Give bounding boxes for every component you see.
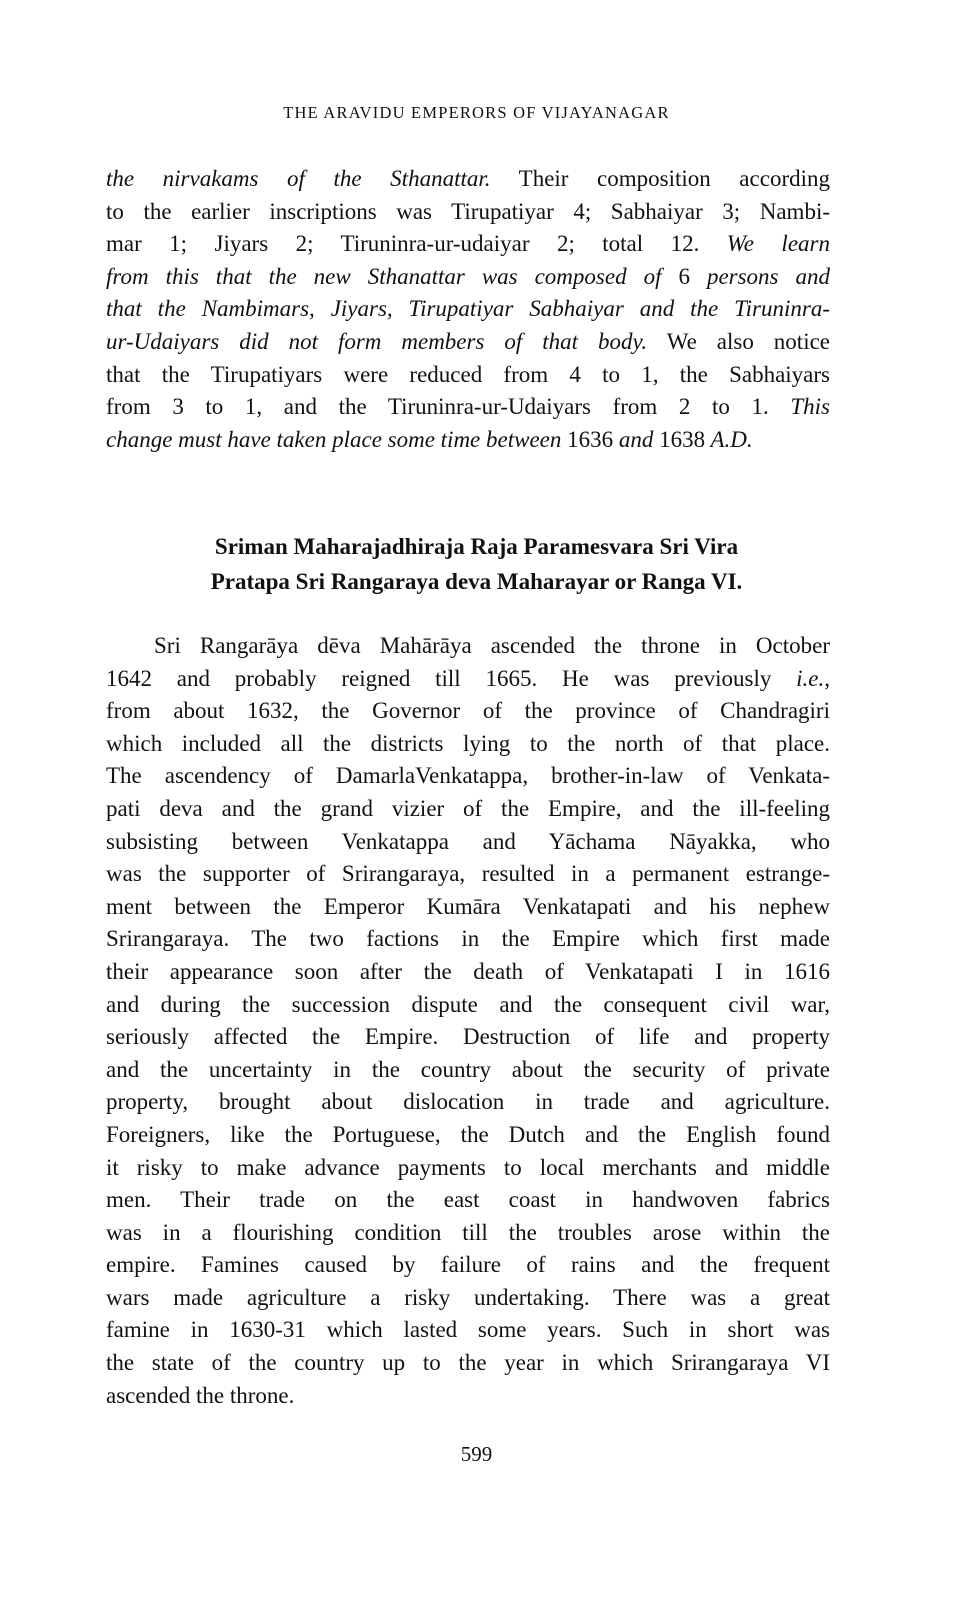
- text-line: it risky to make advance payments to local merchants and middle: [106, 1154, 830, 1180]
- text-segment: This: [790, 394, 830, 420]
- text-line: ment between the Emperor Kumāra Venkatapati and his nephew: [106, 893, 830, 919]
- text-line: from about 1632, the Governor of the province of Chandragiri: [106, 698, 830, 724]
- text-line: was in a flourishing condition till the troubles arose within the: [106, 1219, 830, 1245]
- text-line: The ascendency of DamarlaVenkatappa, brother-in-law of Venkata-: [106, 763, 830, 789]
- text-line: [106, 163, 830, 196]
- text-line: [106, 293, 830, 326]
- text-line: their appearance soon after the death of Venkatapati I in 1616: [106, 958, 830, 984]
- text-line: [106, 196, 830, 229]
- text-line: and during the succession dispute and the consequent civil war,: [106, 991, 830, 1017]
- page-number: 599: [460, 1442, 493, 1466]
- text-line: [106, 424, 830, 457]
- text-segment: from this that the new Sthanattar was composed of: [106, 263, 679, 289]
- running-head: THE ARAVIDU EMPERORS OF VIJAYANAGAR: [283, 103, 670, 122]
- text-line: seriously affected the Empire. Destruction of life and property: [106, 1024, 830, 1050]
- text-line: 1642 and probably reigned till 1665. He was previously i.e.,: [106, 665, 830, 691]
- text-line: which included all the districts lying to the north of that place.: [106, 730, 830, 756]
- text-segment: from 3 to 1, and the Tiruninra-ur-Udaiyars from 2 to 1.: [106, 394, 791, 420]
- paragraph-2: [106, 630, 830, 1412]
- text-line: Srirangaraya. The two factions in the Empire which first made: [106, 926, 830, 952]
- text-segment: ur-Udaiyars did not form members of that body.: [106, 328, 648, 354]
- text-line: empire. Famines caused by failure of rains and the frequent: [106, 1252, 830, 1278]
- text-segment: the nirvakams of the Sthanattar.: [106, 166, 491, 191]
- text-segment: that the Nambimars, Jiyars, Tirupatiyar Sabhaiyar and the Tiruninra-: [106, 296, 830, 322]
- text-line: [106, 261, 830, 294]
- text-line: pati deva and the grand vizier of the Empire, and the ill-feeling: [106, 795, 830, 821]
- text-segment: We learn: [726, 231, 830, 257]
- text-line: the state of the country up to the year in which Srirangaraya VI: [106, 1350, 830, 1376]
- text-line: [106, 228, 830, 261]
- section-heading: [0, 529, 953, 599]
- text-line: property, brought about dislocation in trade and agriculture.: [106, 1089, 830, 1115]
- text-line: subsisting between Venkatappa and Yāchama Nāyakka, who: [106, 828, 830, 854]
- text-segment: persons and: [689, 263, 830, 289]
- text-segment: We also notice: [647, 328, 831, 354]
- text-line: [106, 359, 830, 392]
- text-segment: A.D.: [705, 426, 753, 452]
- paragraph-1: [106, 163, 830, 456]
- text-segment: and: [613, 426, 660, 452]
- text-line: men. Their trade on the east coast in handwoven fabrics: [106, 1187, 830, 1213]
- text-segment: that the Tirupatiyars were reduced from 4 to 1, the Sabhaiyars: [106, 361, 830, 387]
- text-segment: 6: [678, 263, 690, 289]
- text-segment: change must have taken place some time between: [106, 426, 568, 452]
- section-heading-line-2: Pratapa Sri Rangaraya deva Maharayar or Ranga VI.: [210, 569, 743, 594]
- text-line: [106, 326, 830, 359]
- text-segment: to the earlier inscriptions was Tirupatiyar 4; Sabhaiyar 3; Nambi-: [106, 198, 830, 224]
- text-line: and the uncertainty in the country about the security of private: [106, 1056, 830, 1082]
- text-segment: Their composition according: [490, 166, 830, 191]
- text-line: famine in 1630-31 which lasted some years. Such in short was: [106, 1317, 830, 1343]
- text-line: was the supporter of Srirangaraya, resulted in a permanent estrange-: [106, 861, 830, 887]
- text-segment: mar 1; Jiyars 2; Tiruninra-ur-udaiyar 2; total 12.: [106, 231, 727, 257]
- text-segment: 1638: [659, 426, 706, 452]
- text-line: wars made agriculture a risky undertaking. There was a great: [106, 1284, 830, 1310]
- text-line: Foreigners, like the Portuguese, the Dutch and the English found: [106, 1121, 830, 1147]
- text-line: [106, 391, 830, 424]
- section-heading-line-1: Sriman Maharajadhiraja Raja Paramesvara Sri Vira: [214, 534, 739, 559]
- text-line: ascended the throne.: [106, 1382, 295, 1408]
- text-line: Sri Rangarāya dēva Mahārāya ascended the throne in October: [154, 633, 830, 658]
- text-segment: 1636: [567, 426, 614, 452]
